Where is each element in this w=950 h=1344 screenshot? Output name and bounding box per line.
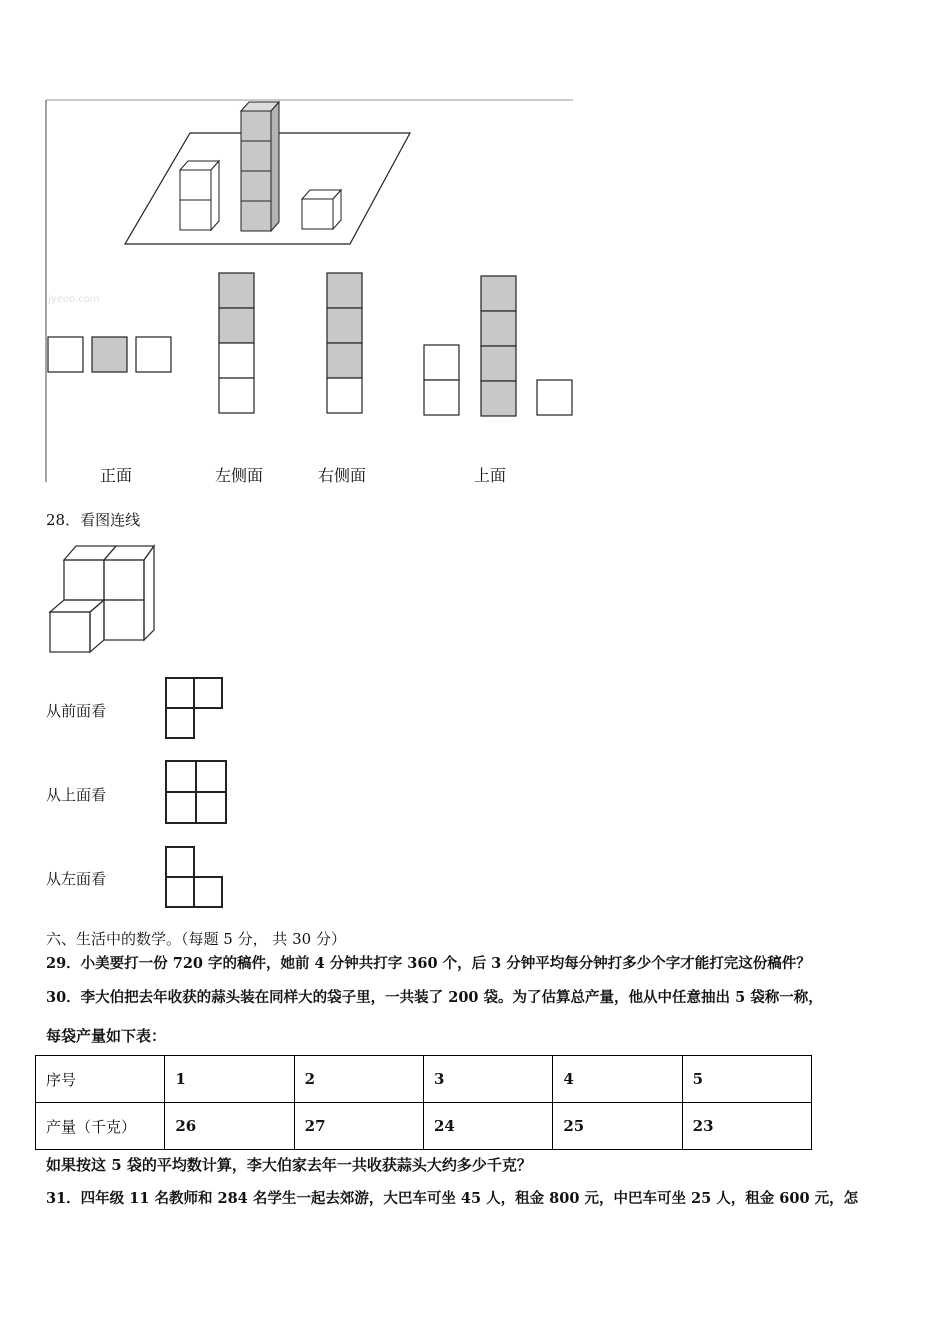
table-cell: 1	[165, 1056, 294, 1103]
watermark: jyeoo.com	[48, 294, 100, 305]
table-cell: 27	[294, 1103, 423, 1150]
q30-text-line1: 30．李大伯把去年收获的蒜头装在同样大的袋子里，一共装了 200 袋。为了估算总产量，他从中任意抽出 5 袋称一称，	[46, 989, 823, 1006]
table-row	[36, 1056, 812, 1103]
table-cell: 23	[682, 1103, 811, 1150]
q28-view-front-shape	[162, 674, 226, 742]
table-cell: 24	[423, 1103, 552, 1150]
table-header-cell: 序号	[36, 1056, 165, 1103]
table-cell: 3	[423, 1056, 552, 1103]
label-left-side: 左侧面	[215, 466, 264, 485]
label-top: 上面	[474, 466, 507, 485]
cube-stack-left	[180, 161, 219, 230]
q28-solid-figure	[44, 540, 159, 662]
table-cell: 26	[165, 1103, 294, 1150]
table-cell: 25	[553, 1103, 682, 1150]
table-cell: 5	[682, 1056, 811, 1103]
table-cell: 4	[553, 1056, 682, 1103]
view-top	[424, 276, 572, 416]
table-row	[36, 1103, 812, 1150]
yield-table	[35, 1055, 812, 1150]
section6-heading: 六、生活中的数学。（每题 5 分， 共 30 分）	[46, 930, 346, 948]
table-cell: 2	[294, 1056, 423, 1103]
q28-view-left-shape	[162, 843, 226, 911]
label-front: 正面	[100, 466, 133, 485]
q30-text-line2: 每袋产量如下表：	[46, 1027, 167, 1045]
cube-stack-tall	[241, 102, 279, 231]
table-header-cell: 产量（千克）	[36, 1103, 165, 1150]
q28-view-top-shape	[162, 757, 230, 827]
q28-title: 28．看图连线	[46, 511, 141, 529]
q30-question: 如果按这 5 袋的平均数计算，李大伯家去年一共收获蒜头大约多少千克？	[46, 1156, 532, 1174]
view-right-side	[327, 273, 362, 413]
q28-option-top: 从上面看	[46, 786, 107, 804]
q28-option-front: 从前面看	[46, 702, 107, 720]
q29-text: 29．小美要打一份 720 字的稿件，她前 4 分钟共打字 360 个，后 3 分钟平均每分钟打多少个字才能打完这份稿件？	[46, 955, 811, 972]
cube-single-right	[302, 190, 341, 229]
q28-option-left: 从左面看	[46, 870, 107, 888]
q31-text: 31．四年级 11 名教师和 284 名学生一起去郊游，大巴车可坐 45 人，租金 800 元，中巴车可坐 25 人，租金 600 元，怎	[46, 1190, 859, 1207]
view-front	[48, 337, 171, 372]
three-views-figure	[0, 90, 600, 490]
label-right-side: 右侧面	[318, 466, 367, 485]
view-left-side	[219, 273, 254, 413]
